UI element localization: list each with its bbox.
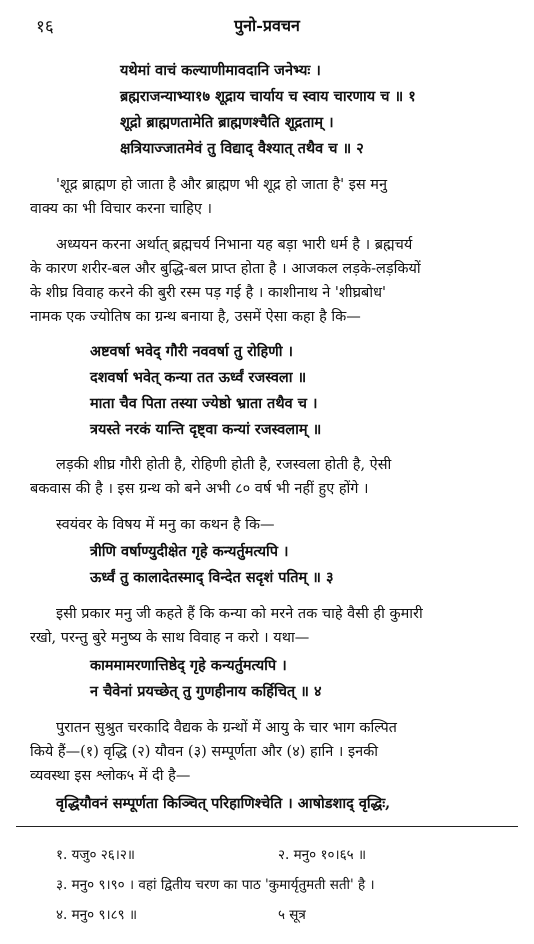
page-header xyxy=(0,14,534,36)
verse-line: शूद्रो ब्राह्मणतामेति ब्राह्मणश्चैति शूद्रताम् । xyxy=(120,114,334,131)
paragraph-line: बकवास की है । इस ग्रन्थ को बने अभी ८० वर्ष भी नहीं हुए होंगे । xyxy=(30,481,369,497)
verse-line: न चैवेनां प्रयच्छेत् तु गुणहीनाय कर्हिचित् ॥ ४ xyxy=(90,683,322,700)
verse-line: यथेमां वाचं कल्याणीमावदानि जनेभ्यः । xyxy=(120,62,321,79)
verse-line: त्रीणि वर्षाण्युदीक्षेत गृहे कन्यर्तुमत्यपि । xyxy=(90,543,289,560)
footnote: ३. मनु० ९।९० । वहां द्वितीय चरण का पाठ 'कुमार्यृतुमती सती' है । xyxy=(56,877,375,893)
verse-line: ब्रह्मराजन्याभ्या१७ शूद्राय चार्याय च स्वाय चारणाय च ॥ १ xyxy=(120,88,416,105)
footnote-divider xyxy=(0,826,534,828)
paragraph-line: इसी प्रकार मनु जी कहते हैं कि कन्या को मरने तक चाहे वैसी ही कुमारी xyxy=(56,606,423,622)
verse-line: क्षत्रियाज्जातमेवं तु विद्याद् वैश्यात् तथैव च ॥ २ xyxy=(120,140,364,157)
paragraph-line: किये हैं—(१) वृद्धि (२) यौवन (३) सम्पूर्णता और (४) हानि । इनकी xyxy=(30,744,379,760)
verse-line: काममामरणात्तिष्ठेद् गृहे कन्यर्तुमत्यपि । xyxy=(90,657,287,674)
paragraph-line: अध्ययन करना अर्थात् ब्रह्मचर्य निभाना यह बड़ा भारी धर्म है । ब्रह्मचर्य xyxy=(56,237,413,253)
page-number: १६ xyxy=(36,17,54,37)
footnote: २. मनु० १०।६५ ॥ xyxy=(278,847,367,863)
paragraph-line: लड़की शीघ्र गौरी होती है, रोहिणी होती है, रजस्वला होती है, ऐसी xyxy=(56,457,392,473)
paragraph-line: वाक्य का भी विचार करना चाहिए । xyxy=(30,201,212,217)
footnote: ५ सूत्र xyxy=(278,907,306,923)
paragraph-line: नामक एक ज्योतिष का ग्रन्थ बनाया है, उसमें ऐसा कहा है कि— xyxy=(30,309,361,325)
verse-line: ऊर्ध्वं तु कालादेतस्माद् विन्देत सदृशं पतिम् ॥ ३ xyxy=(90,569,334,586)
paragraph-line: स्वयंवर के विषय में मनु का कथन है कि— xyxy=(56,517,275,533)
verse-line: वृद्धियौवनं सम्पूर्णता किञ्चित् परिहाणिश्चेति । आषोडशाद् वृद्धिः, xyxy=(56,795,391,812)
paragraph-line: के कारण शरीर-बल और बुद्धि-बल प्राप्त होता है । आजकल लड़के-लड़कियों xyxy=(30,261,421,277)
paragraph-line: के शीघ्र विवाह करने की बुरी रस्म पड़ गई है । काशीनाथ ने 'शीघ्रबोध' xyxy=(30,285,386,301)
verse-line: अष्टवर्षा भवेद् गौरी नववर्षा तु रोहिणी । xyxy=(90,343,294,360)
paragraph-line: 'शूद्र ब्राह्मण हो जाता है और ब्राह्मण भी शूद्र हो जाता है' इस मनु xyxy=(56,177,388,193)
verse-line: माता चैव पिता तस्या ज्येष्ठो भ्राता तथैव च । xyxy=(90,395,318,412)
footnote: ४. मनु० ९।८९ ॥ xyxy=(56,907,138,923)
paragraph-line: पुरातन सुश्रुत चरकादि वैद्यक के ग्रन्थों में आयु के चार भाग कल्पित xyxy=(56,720,397,736)
footnote: १. यजु० २६।२॥ xyxy=(56,847,136,863)
paragraph-line: रखो, परन्तु बुरे मनुष्य के साथ विवाह न करो । यथा— xyxy=(30,630,310,646)
verse-line: त्रयस्ते नरकं यान्ति दृष्ट्वा कन्यां रजस्वलाम् ॥ xyxy=(90,421,322,438)
verse-line: दशवर्षा भवेत् कन्या तत ऊर्ध्वं रजस्वला ॥ xyxy=(90,369,307,386)
paragraph-line: व्यवस्था इस श्लोक५ में दी है— xyxy=(30,768,191,784)
running-title: पुनो-प्रवचन xyxy=(234,16,300,35)
